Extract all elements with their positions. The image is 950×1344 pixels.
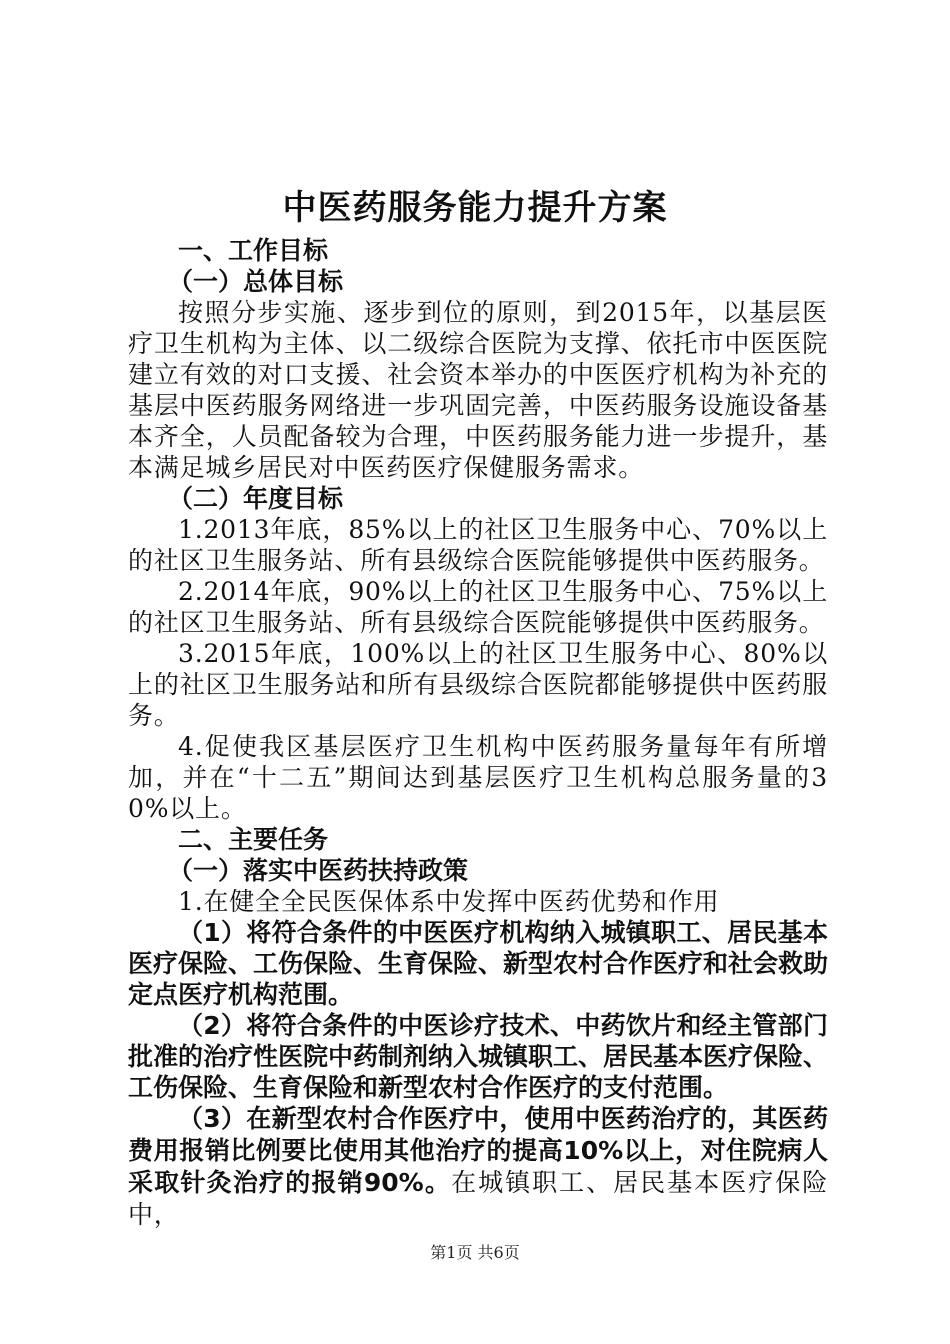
paragraph: 2.2014年底，90%以上的社区卫生服务中心、75%以上的社区卫生服务站、所有县级综合医院能够提供中医药服务。	[128, 577, 828, 637]
paragraph: （1）将符合条件的中医医疗机构纳入城镇职工、居民基本医疗保险、工伤保险、生育保险、新型农村合作医疗和社会救助定点医疗机构范围。	[128, 918, 829, 1009]
document-title: 中医药服务能力提升方案	[282, 188, 668, 228]
subsection-heading: （一）落实中医药扶持政策	[168, 856, 469, 885]
paragraph: 1.2013年底，85%以上的社区卫生服务中心、70%以上的社区卫生服务站、所有县级综合医院能够提供中医药服务。	[128, 515, 828, 575]
paragraph-regular-part: 在城镇职工、居民基本医疗保险中，	[128, 1168, 829, 1229]
section-heading: 二、主要任务	[178, 825, 329, 854]
page-footer: 第1页 共6页	[430, 1243, 520, 1262]
paragraph: 4.促使我区基层医疗卫生机构中医药服务量每年有所增加，并在“十二五”期间达到基层医疗卫生机构总服务量的30%以上。	[128, 732, 828, 823]
paragraph: 1.在健全全民医保体系中发挥中医药优势和作用	[178, 887, 720, 916]
paragraph	[128, 1103, 828, 1231]
paragraph: 按照分步实施、逐步到位的原则，到2015年，以基层医疗卫生机构为主体、以二级综合医院为支撑、依托市中医医院建立有效的对口支援、社会资本举办的中医医疗机构为补充的基层中医药服务网络进一步巩固完善，中医药服务设施设备基本齐全，人员配备较为合理，中医药服务能力进一步提升，基本满足城乡居民对中医药医疗保健服务需求。	[128, 298, 828, 482]
paragraph: 3.2015年底，100%以上的社区卫生服务中心、80%以上的社区卫生服务站和所有县级综合医院都能够提供中医药服务。	[128, 639, 828, 730]
section-heading: 一、工作目标	[178, 236, 329, 265]
paragraph: （2）将符合条件的中医诊疗技术、中药饮片和经主管部门批准的治疗性医院中药制剂纳入城镇职工、居民基本医疗保险、工伤保险、生育保险和新型农村合作医疗的支付范围。	[128, 1011, 829, 1102]
paragraph-bold-part: （3）在新型农村合作医疗中，使用中医药治疗的，其医药费用报销比例要比使用其他治疗的提高10%以上，对住院病人采取针灸治疗的报销90%。	[128, 1104, 828, 1197]
subsection-heading: （一）总体目标	[168, 267, 344, 296]
subsection-heading: （二）年度目标	[168, 484, 344, 513]
document-body	[128, 235, 828, 1231]
